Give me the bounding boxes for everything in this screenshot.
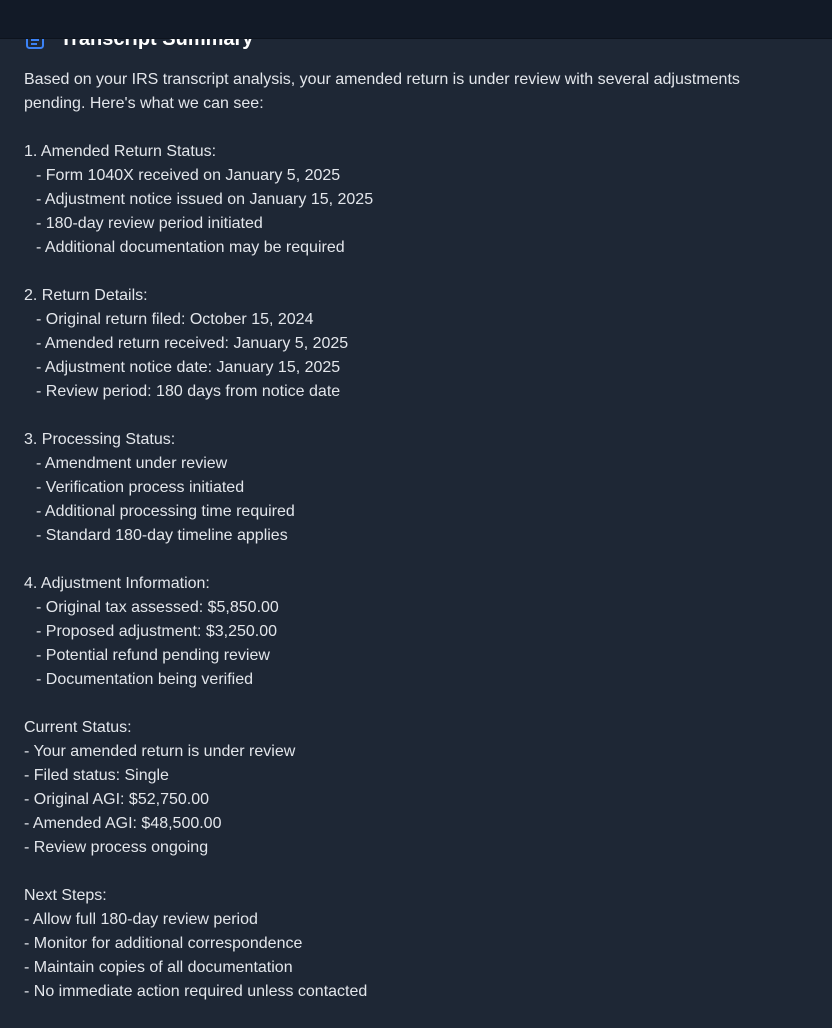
intro-line: pending. Here's what we can see:: [24, 95, 264, 112]
section-return-details: [24, 284, 784, 404]
list-item: - Review process ongoing: [24, 839, 209, 856]
section-heading: Current Status:: [24, 719, 132, 736]
section-amended-return-status: [24, 140, 784, 260]
list-item: - Amended return received: January 5, 2025: [36, 335, 349, 352]
list-item: - 180-day review period initiated: [36, 215, 263, 232]
intro-line: Based on your IRS transcript analysis, your amended return is under review with several adjustments: [24, 71, 740, 88]
list-item: - Maintain copies of all documentation: [24, 959, 293, 976]
list-item: - Adjustment notice issued on January 15, 2025: [36, 191, 374, 208]
section-current-status: [24, 716, 784, 860]
list-item: - Additional processing time required: [36, 503, 295, 520]
list-item: - Original return filed: October 15, 2024: [36, 311, 314, 328]
list-item: - Monitor for additional correspondence: [24, 935, 303, 952]
list-item: - Original AGI: $52,750.00: [24, 791, 209, 808]
section-next-steps: [24, 884, 784, 1004]
list-item: - Original tax assessed: $5,850.00: [36, 599, 279, 616]
list-item: - No immediate action required unless contacted: [24, 983, 368, 1000]
section-heading: 3. Processing Status:: [24, 431, 176, 448]
list-item: - Verification process initiated: [36, 479, 245, 496]
list-item: - Additional documentation may be required: [36, 239, 345, 256]
list-item: - Amended AGI: $48,500.00: [24, 815, 222, 832]
list-item: - Review period: 180 days from notice date: [36, 383, 341, 400]
section-heading: 4. Adjustment Information:: [24, 575, 210, 592]
list-item: - Your amended return is under review: [24, 743, 296, 760]
section-heading: 1. Amended Return Status:: [24, 143, 217, 160]
section-adjustment-information: [24, 572, 784, 692]
list-item: - Filed status: Single: [24, 767, 169, 784]
section-heading: 2. Return Details:: [24, 287, 148, 304]
list-item: - Form 1040X received on January 5, 2025: [36, 167, 341, 184]
section-processing-status: [24, 428, 784, 548]
list-item: - Documentation being verified: [36, 671, 254, 688]
list-item: - Adjustment notice date: January 15, 2025: [36, 359, 341, 376]
section-heading: Next Steps:: [24, 887, 107, 904]
list-item: - Amendment under review: [36, 455, 228, 472]
list-item: - Potential refund pending review: [36, 647, 270, 664]
list-item: - Allow full 180-day review period: [24, 911, 258, 928]
list-item: - Proposed adjustment: $3,250.00: [36, 623, 278, 640]
summary-body: [24, 68, 784, 1004]
top-bar: [0, 0, 832, 39]
list-item: - Standard 180-day timeline applies: [36, 527, 288, 544]
